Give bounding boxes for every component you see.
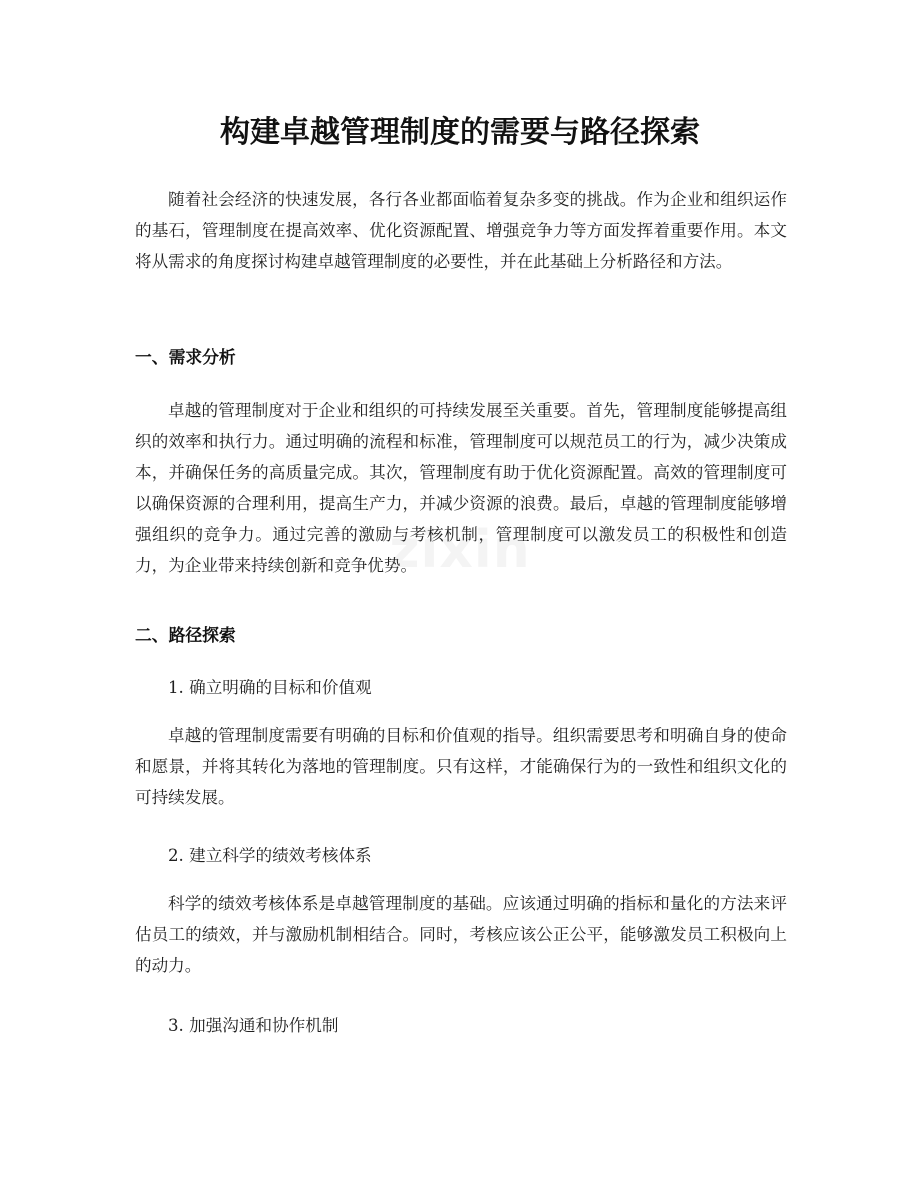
section-heading-demand: 一、需求分析 [135, 347, 236, 367]
section-heading-path: 二、路径探索 [135, 625, 236, 645]
demand-paragraph: 卓越的管理制度对于企业和组织的可持续发展至关重要。首先，管理制度能够提高组织的效率和执行力。通过明确的流程和标准，管理制度可以规范员工的行为，减少决策成本，并确保任务的高质量完成。其次，管理制度有助于优化资源配置。高效的管理制度可以确保资源的合理利用，提高生产力，并减少资源的浪费。最后，卓越的管理制度能够增强组织的竞争力。通过完善的激励与考核机制，管理制度可以激发员工的积极性和创造力，为企业带来持续创新和竞争优势。 [135, 401, 787, 575]
goals-paragraph: 卓越的管理制度需要有明确的目标和价值观的指导。组织需要思考和明确自身的使命和愿景，并将其转化为落地的管理制度。只有这样，才能确保行为的一致性和组织文化的可持续发展。 [135, 726, 787, 807]
subheading-performance: 2. 建立科学的绩效考核体系 [168, 846, 372, 865]
page-title: 构建卓越管理制度的需要与路径探索 [220, 115, 700, 150]
subheading-goals: 1. 确立明确的目标和价值观 [168, 678, 372, 697]
performance-paragraph: 科学的绩效考核体系是卓越管理制度的基础。应该通过明确的指标和量化的方法来评估员工的绩效，并与激励机制相结合。同时，考核应该公正公平，能够激发员工积极向上的动力。 [135, 894, 787, 975]
subheading-communication: 3. 加强沟通和协作机制 [168, 1016, 339, 1035]
intro-paragraph: 随着社会经济的快速发展，各行各业都面临着复杂多变的挑战。作为企业和组织运作的基石，管理制度在提高效率、优化资源配置、增强竞争力等方面发挥着重要作用。本文将从需求的角度探讨构建卓越管理制度的必要性，并在此基础上分析路径和方法。 [135, 190, 787, 271]
